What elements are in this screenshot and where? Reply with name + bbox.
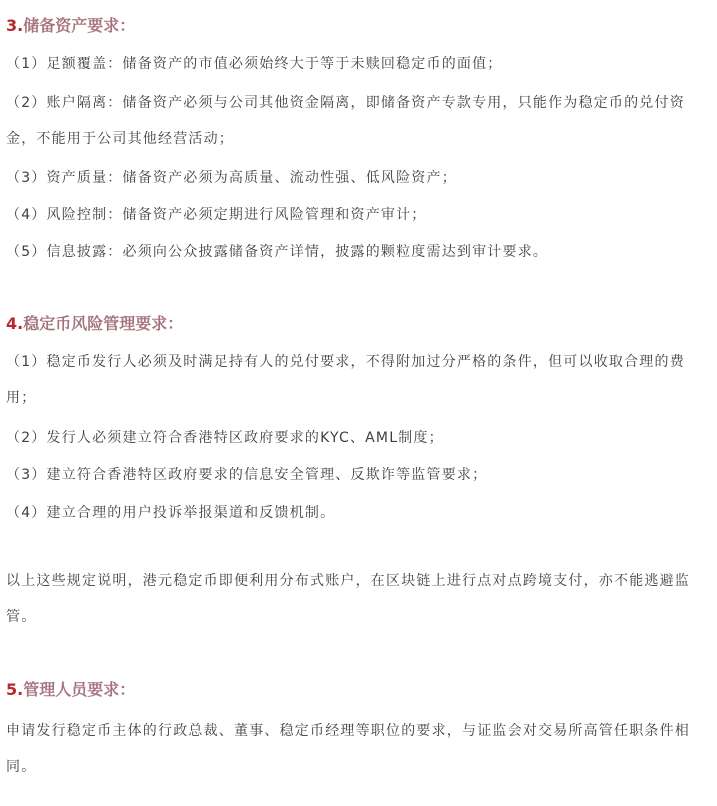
section-5-title: 管理人员要求： [23, 680, 136, 699]
section-4-item-2: （2）发行人必须建立符合香港特区政府要求的KYC、AML制度； [6, 430, 444, 446]
section-5-number: 5. [6, 680, 24, 699]
section-5-heading [6, 680, 135, 700]
section-4-title: 稳定币风险管理要求： [23, 314, 184, 333]
section-3-title: 储备资产要求： [23, 16, 136, 35]
section-3-item-2: （2）账户隔离：储备资产必须与公司其他资金隔离，即储备资产专款专用，只能作为稳定币的兑付资金，不能用于公司其他经营活动； [6, 95, 685, 147]
section-5-item-1: 申请发行稳定币主体的行政总裁、董事、稳定币经理等职位的要求，与证监会对交易所高管任职条件相同。 [6, 723, 690, 775]
section-3-item-1: （1）足额覆盖：储备资产的市值必须始终大于等于未赎回稳定币的面值； [6, 56, 503, 72]
section-4-item-1: （1）稳定币发行人必须及时满足持有人的兑付要求，不得附加过分严格的条件，但可以收取合理的费用； [6, 354, 685, 406]
section-3-heading [6, 16, 135, 36]
section-4-heading [6, 314, 183, 334]
section-3-item-3: （3）资产质量：储备资产必须为高质量、流动性强、低风险资产； [6, 170, 457, 186]
section-4-number: 4. [6, 314, 24, 333]
section-4-item-4: （4）建立合理的用户投诉举报渠道和反馈机制。 [6, 505, 336, 521]
section-3-number: 3. [6, 16, 24, 35]
summary-paragraph: 以上这些规定说明，港元稳定币即便利用分布式账户，在区块链上进行点对点跨境支付，亦不能逃避监管。 [6, 573, 690, 625]
section-4-item-3: （3）建立符合香港特区政府要求的信息安全管理、反欺诈等监管要求； [6, 467, 488, 483]
section-3-item-4: （4）风险控制：储备资产必须定期进行风险管理和资产审计； [6, 207, 427, 223]
section-3-item-5: （5）信息披露：必须向公众披露储备资产详情，披露的颗粒度需达到审计要求。 [6, 244, 549, 260]
